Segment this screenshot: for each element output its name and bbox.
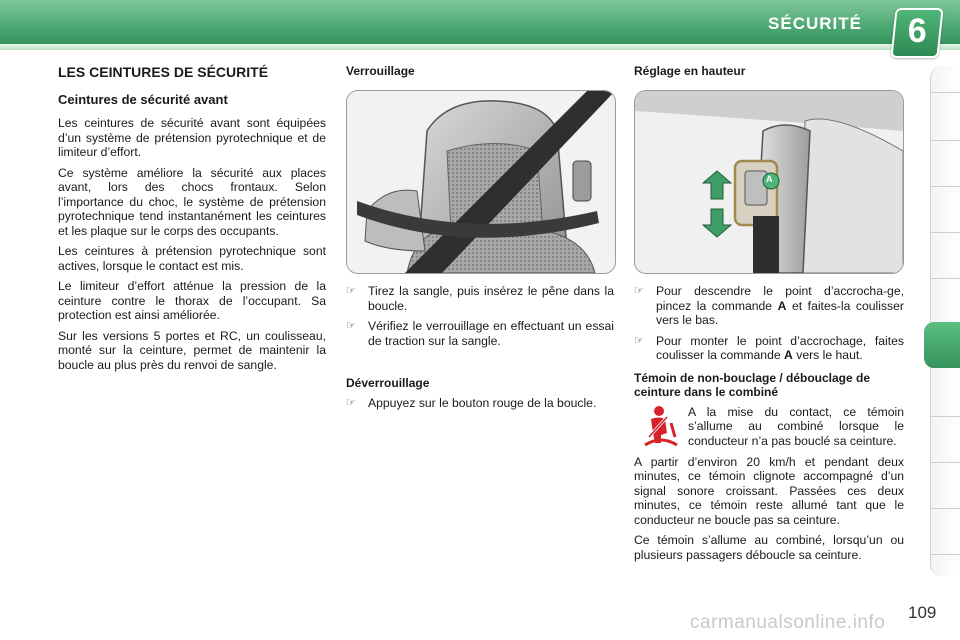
paragraph: Les ceintures à prétension pyrotechnique sont actives, lorsque le contact est mis. xyxy=(58,244,326,273)
watermark: carmanualsonline.info xyxy=(690,612,886,633)
tab-divider xyxy=(931,92,960,93)
section-heading: Déverrouillage xyxy=(346,376,430,390)
paragraph: Les ceintures de sécurité avant sont équipées d’un système de prétension pyrotechnique et de limiteur d’effort. xyxy=(58,116,326,159)
hand-pointer-icon: ☞ xyxy=(346,320,356,332)
hand-pointer-icon: ☞ xyxy=(346,397,356,409)
page-number: 109 xyxy=(908,603,937,622)
callout-label-a: A xyxy=(766,174,773,184)
tab-divider xyxy=(931,140,960,141)
height-adjust-illustration xyxy=(634,90,904,274)
bullet-item: ☞ Appuyez sur le bouton rouge de la boucle. xyxy=(346,396,597,410)
chapter-tab-rail xyxy=(930,66,960,576)
tab-divider xyxy=(931,278,960,279)
warning-text: A la mise du contact, ce témoin s’allume au combiné lorsque le conducteur n’a pas bouclé sa ceinture. xyxy=(688,404,904,448)
paragraph: Ce témoin s’allume au combiné, lorsqu’un ou plusieurs passagers déboucle sa ceinture. xyxy=(634,533,904,562)
section-heading: Témoin de non-bouclage / débouclage de ceinture dans le combiné xyxy=(634,370,871,399)
middle-column xyxy=(346,64,614,78)
warning-block xyxy=(634,405,904,449)
chapter-badge[interactable] xyxy=(890,8,943,58)
subtitle: Ceintures de sécurité avant xyxy=(58,92,228,107)
bullet-item: ☞ Tirez la sangle, puis insérez le pêne dans la boucle. xyxy=(346,284,614,313)
paragraph: A partir d’environ 20 km/h et pendant deux minutes, ce témoin clignote accompagné d’un signal sonore croissant. Passées ces deux minutes, ce témoin reste allumé tant que le conducteur ne boucle pas sa ceinture. xyxy=(634,454,904,527)
chapter-number: 6 xyxy=(907,12,927,50)
seatbelt-warning-icon xyxy=(634,405,688,449)
main-title: LES CEINTURES DE SÉCURITÉ xyxy=(58,64,269,80)
right-column xyxy=(634,64,904,78)
section-heading: Réglage en hauteur xyxy=(634,64,746,78)
hand-pointer-icon: ☞ xyxy=(346,285,356,297)
header-band xyxy=(0,0,960,50)
seat-belt-illustration xyxy=(346,90,616,274)
paragraph: Ce système améliore la sécurité aux places avant, lors des chocs frontaux. Selon l’importance du choc, le système de prétension pyrotechnique tend instantanément les ceintures et les plaque sur le corps des occupants. xyxy=(58,165,326,238)
paragraph: Sur les versions 5 portes et RC, un coulisseau, monté sur la ceinture, permet de maintenir la boucle au plus près du renvoi de sangle. xyxy=(58,328,326,372)
section-heading: Verrouillage xyxy=(346,64,415,78)
middle-bullets xyxy=(346,284,614,417)
right-bullets xyxy=(634,284,904,568)
tab-divider xyxy=(931,462,960,463)
header-stripe xyxy=(0,44,960,50)
hand-pointer-icon: ☞ xyxy=(634,285,644,297)
tab-divider xyxy=(931,508,960,509)
section-title: SÉCURITÉ xyxy=(768,14,862,33)
chapter-tab-active[interactable] xyxy=(924,322,960,368)
bullet-item: ☞ Vérifiez le verrouillage en effectuant un essai de traction sur la sangle. xyxy=(346,319,614,348)
hand-pointer-icon: ☞ xyxy=(634,334,644,347)
tab-divider xyxy=(931,416,960,417)
bullet-item: ☞ Pour monter le point d’accrochage, faites coulisser la commande A vers le haut. xyxy=(634,333,904,362)
paragraph: Le limiteur d’effort atténue la pression de la ceinture contre le thorax de l’occupant. Sa protection est ainsi améliorée. xyxy=(58,279,326,322)
tab-divider xyxy=(931,232,960,233)
bullet-item: ☞ Pour descendre le point d’accrocha-ge, pincez la commande A et faites-la coulisser vers le bas. xyxy=(634,284,904,327)
tab-divider xyxy=(931,554,960,555)
tab-divider xyxy=(931,186,960,187)
left-column xyxy=(58,64,326,378)
